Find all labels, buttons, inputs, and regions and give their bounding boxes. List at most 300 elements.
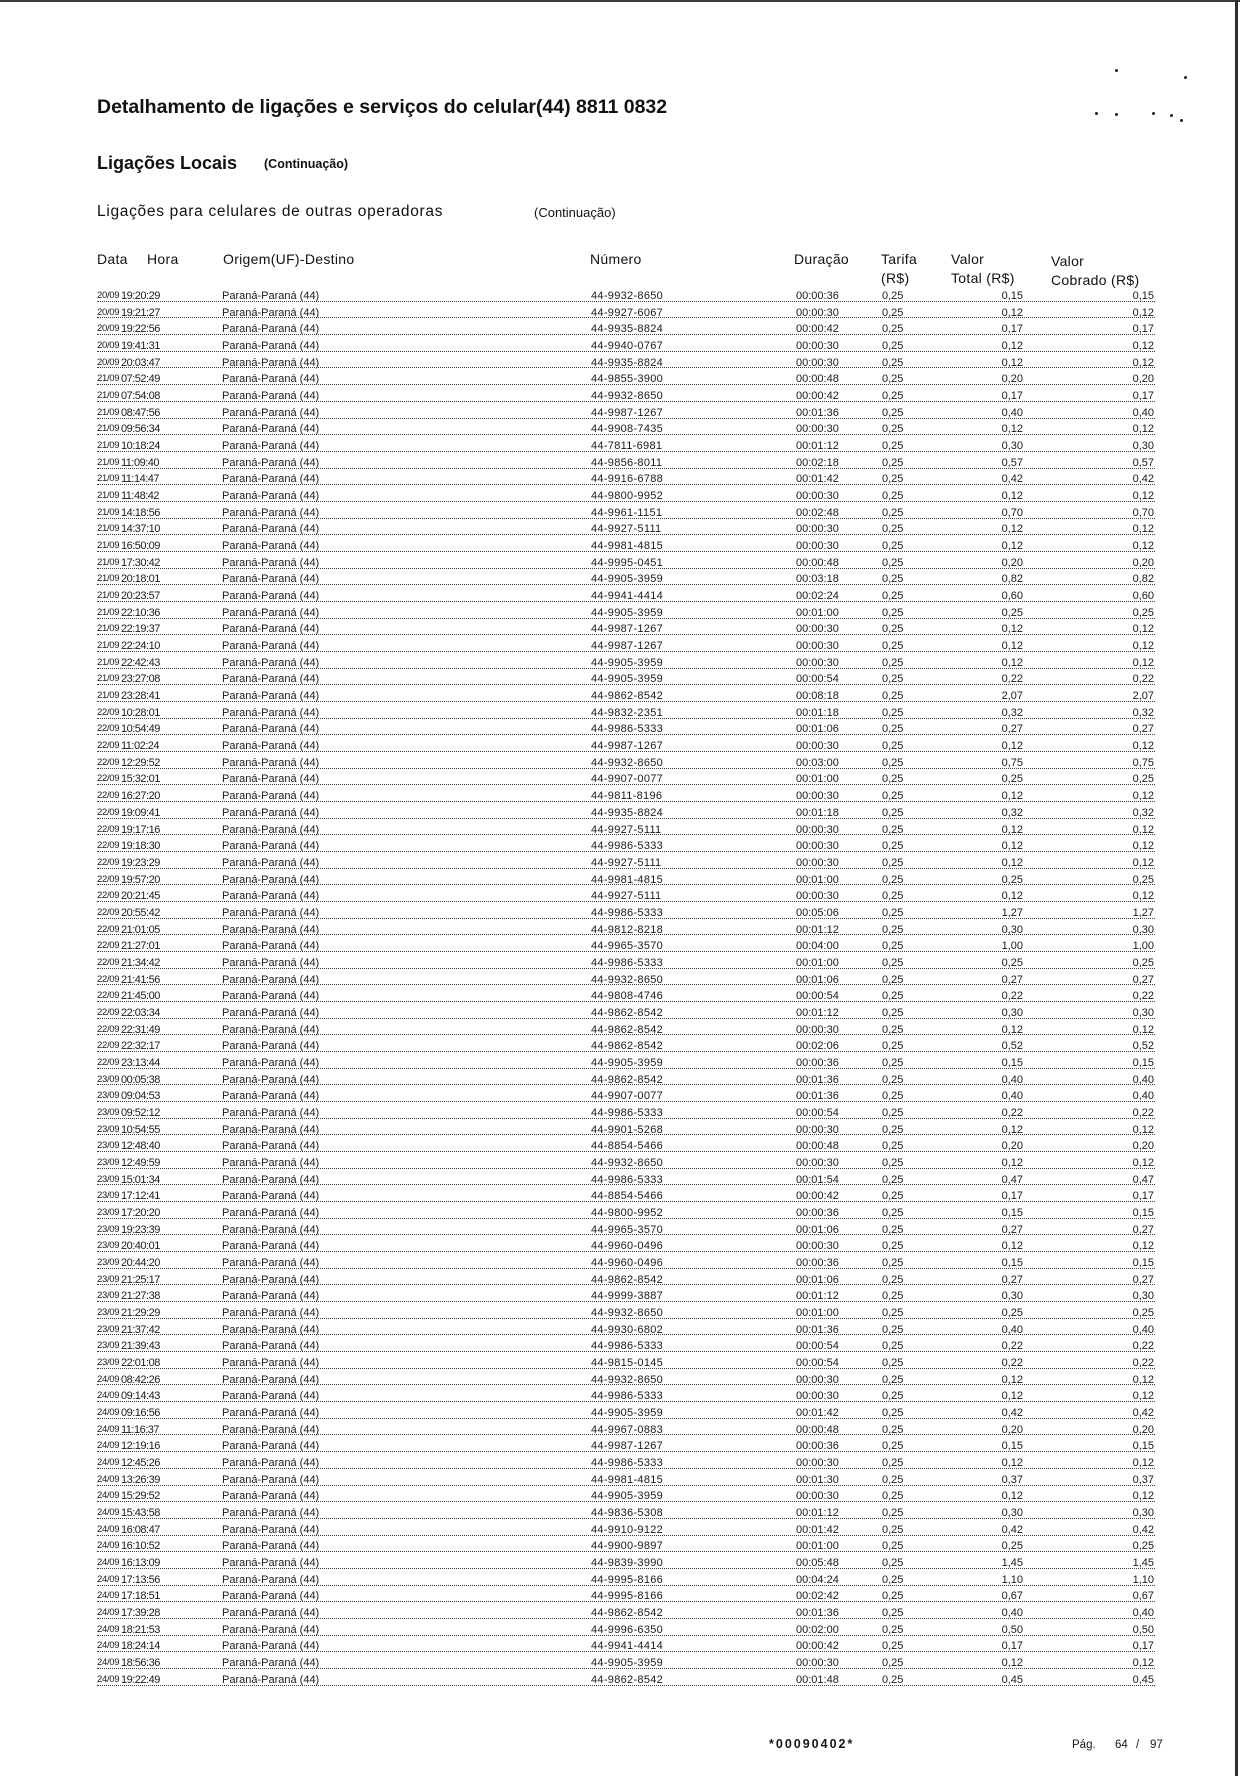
cell-data: 24/09	[97, 1673, 120, 1685]
cell-numero: 44-8854-5466	[591, 1190, 664, 1203]
cell-valor-total: 0,27	[1001, 723, 1023, 736]
cell-valor-cobrado: 0,27	[1132, 1273, 1154, 1286]
table-row	[97, 1005, 1155, 1022]
cell-valor-cobrado: 0,12	[1132, 656, 1154, 669]
cell-valor-total: 0,47	[1001, 1173, 1023, 1186]
cell-valor-cobrado: 0,60	[1132, 590, 1154, 603]
cell-origem-destino: Paraná-Paraná (44)	[222, 906, 320, 919]
cell-duracao: 00:00:54	[796, 1106, 839, 1119]
page-label: Pág.	[1072, 1739, 1096, 1751]
cell-data: 23/09	[97, 1240, 120, 1252]
column-header-line1: Valor	[951, 251, 985, 267]
cell-hora: 19:23:39	[121, 1223, 160, 1236]
cell-numero: 44-9981-4815	[591, 540, 664, 553]
cell-valor-cobrado: 0,12	[1132, 623, 1154, 636]
cell-tarifa: 0,25	[882, 973, 904, 986]
cell-data: 24/09	[97, 1557, 120, 1569]
cell-numero: 44-9932-8650	[591, 1306, 664, 1319]
cell-numero: 44-9986-5333	[591, 840, 664, 853]
cell-hora: 20:55:42	[121, 906, 160, 919]
cell-duracao: 00:01:00	[796, 1306, 839, 1319]
cell-hora: 13:26:39	[121, 1473, 160, 1486]
cell-valor-cobrado: 0,12	[1132, 356, 1154, 369]
cell-valor-cobrado: 0,22	[1132, 990, 1154, 1003]
cell-valor-cobrado: 0,12	[1132, 490, 1154, 503]
cell-origem-destino: Paraná-Paraná (44)	[222, 990, 320, 1003]
cell-duracao: 00:00:48	[796, 1423, 839, 1436]
cell-origem-destino: Paraná-Paraná (44)	[222, 1140, 320, 1153]
cell-origem-destino: Paraná-Paraná (44)	[222, 890, 320, 903]
table-row	[97, 1122, 1155, 1139]
cell-valor-total: 0,30	[1001, 440, 1023, 453]
cell-origem-destino: Paraná-Paraná (44)	[222, 1623, 320, 1636]
cell-tarifa: 0,25	[882, 806, 904, 819]
cell-valor-cobrado: 0,12	[1132, 423, 1154, 436]
cell-valor-cobrado: 0,12	[1132, 856, 1154, 869]
cell-numero: 44-9965-3570	[591, 1223, 664, 1236]
cell-data: 24/09	[97, 1440, 120, 1452]
cell-valor-total: 0,12	[1001, 1390, 1023, 1403]
column-header-valor-cobrado	[1051, 252, 1139, 290]
cell-valor-total: 0,12	[1001, 823, 1023, 836]
cell-numero: 44-9987-1267	[591, 740, 664, 753]
cell-numero: 44-9935-8824	[591, 356, 664, 369]
cell-origem-destino: Paraná-Paraná (44)	[222, 640, 320, 653]
cell-duracao: 00:00:42	[796, 1190, 839, 1203]
cell-duracao: 00:02:42	[796, 1590, 839, 1603]
table-row	[97, 888, 1155, 905]
cell-data: 21/09	[97, 590, 120, 602]
cell-tarifa: 0,25	[882, 1507, 904, 1520]
cell-valor-total: 0,12	[1001, 656, 1023, 669]
cell-tarifa: 0,25	[882, 1323, 904, 1336]
cell-hora: 19:18:30	[121, 840, 160, 853]
table-row	[97, 1472, 1155, 1489]
cell-valor-total: 0,12	[1001, 840, 1023, 853]
table-row	[97, 355, 1155, 372]
cell-hora: 22:42:43	[121, 656, 160, 669]
cell-hora: 09:14:43	[121, 1390, 160, 1403]
cell-data: 22/09	[97, 906, 120, 918]
cell-duracao: 00:00:30	[796, 640, 839, 653]
cell-valor-total: 0,25	[1001, 773, 1023, 786]
cell-tarifa: 0,25	[882, 306, 904, 319]
cell-numero: 44-9862-8542	[591, 1040, 664, 1053]
cell-numero: 44-9862-8542	[591, 1073, 664, 1086]
cell-numero: 44-9932-8650	[591, 973, 664, 986]
cell-hora: 19:41:31	[121, 340, 160, 353]
cell-origem-destino: Paraná-Paraná (44)	[222, 473, 320, 486]
cell-valor-cobrado: 0,27	[1132, 973, 1154, 986]
cell-numero: 44-9916-6788	[591, 473, 664, 486]
cell-valor-total: 0,52	[1001, 1040, 1023, 1053]
cell-numero: 44-9832-2351	[591, 706, 664, 719]
cell-data: 21/09	[97, 573, 120, 585]
cell-hora: 21:01:05	[121, 923, 160, 936]
cell-origem-destino: Paraná-Paraná (44)	[222, 1273, 320, 1286]
cell-tarifa: 0,25	[882, 673, 904, 686]
cell-tarifa: 0,25	[882, 1457, 904, 1470]
table-row	[97, 1222, 1155, 1239]
cell-valor-total: 0,45	[1001, 1673, 1023, 1686]
cell-valor-cobrado: 0,12	[1132, 306, 1154, 319]
table-row	[97, 1622, 1155, 1639]
table-row	[97, 1055, 1155, 1072]
cell-hora: 17:20:20	[121, 1206, 160, 1219]
cell-numero: 44-9811-8196	[591, 790, 663, 803]
cell-origem-destino: Paraná-Paraná (44)	[222, 756, 320, 769]
cell-data: 22/09	[97, 1040, 120, 1052]
cell-valor-total: 0,17	[1001, 323, 1023, 336]
cell-numero: 44-9932-8650	[591, 390, 664, 403]
table-row	[97, 905, 1155, 922]
cell-valor-cobrado: 0,70	[1132, 506, 1154, 519]
cell-duracao: 00:00:30	[796, 740, 839, 753]
cell-origem-destino: Paraná-Paraná (44)	[222, 1306, 320, 1319]
cell-hora: 19:09:41	[121, 806, 160, 819]
cell-valor-cobrado: 0,22	[1132, 1357, 1154, 1369]
cell-origem-destino: Paraná-Paraná (44)	[222, 1206, 320, 1219]
cell-data: 22/09	[97, 806, 120, 818]
cell-tarifa: 0,25	[882, 923, 904, 936]
cell-duracao: 00:05:48	[796, 1557, 839, 1570]
cell-valor-total: 0,22	[1001, 1106, 1023, 1119]
cell-tarifa: 0,25	[882, 690, 904, 703]
cell-hora: 21:27:01	[121, 940, 160, 953]
table-row	[97, 371, 1155, 388]
cell-hora: 10:54:55	[121, 1123, 160, 1136]
cell-hora: 15:32:01	[121, 773, 160, 786]
table-row	[97, 1388, 1155, 1405]
cell-duracao: 00:01:12	[796, 923, 839, 936]
cell-valor-cobrado: 1,10	[1132, 1573, 1154, 1586]
table-row	[97, 1405, 1155, 1422]
cell-valor-cobrado: 1,00	[1132, 940, 1154, 953]
cell-data: 22/09	[97, 990, 120, 1002]
cell-hora: 22:19:37	[121, 623, 160, 636]
cell-numero: 44-9986-5333	[591, 906, 664, 919]
cell-origem-destino: Paraná-Paraná (44)	[222, 956, 320, 969]
cell-origem-destino: Paraná-Paraná (44)	[222, 606, 320, 619]
cell-duracao: 00:00:36	[796, 1206, 839, 1219]
cell-data: 24/09	[97, 1590, 120, 1602]
table-row	[97, 488, 1155, 505]
table-row	[97, 1438, 1155, 1455]
page-current: 64	[1115, 1739, 1128, 1751]
cell-origem-destino: Paraná-Paraná (44)	[222, 873, 320, 886]
cell-tarifa: 0,25	[882, 1473, 904, 1486]
cell-duracao: 00:00:36	[796, 1056, 839, 1069]
cell-data: 21/09	[97, 606, 120, 618]
cell-tarifa: 0,25	[882, 1673, 904, 1686]
cell-origem-destino: Paraná-Paraná (44)	[222, 1457, 320, 1470]
cell-numero: 44-9905-3959	[591, 573, 664, 586]
cell-valor-total: 0,15	[1001, 1256, 1023, 1269]
cell-tarifa: 0,25	[882, 1240, 904, 1253]
cell-duracao: 00:01:00	[796, 773, 839, 786]
cell-data: 24/09	[97, 1457, 120, 1469]
cell-tarifa: 0,25	[882, 1390, 904, 1403]
page-separator: /	[1136, 1739, 1140, 1751]
cell-hora: 12:49:59	[121, 1156, 160, 1169]
cell-valor-cobrado: 0,37	[1132, 1473, 1154, 1486]
cell-origem-destino: Paraná-Paraná (44)	[222, 1006, 320, 1019]
cell-duracao: 00:00:54	[796, 1357, 839, 1369]
cell-tarifa: 0,25	[882, 740, 904, 753]
table-row	[97, 805, 1155, 822]
cell-valor-cobrado: 1,27	[1132, 906, 1154, 919]
cell-hora: 19:17:16	[121, 823, 160, 836]
cell-hora: 19:21:27	[121, 306, 160, 319]
cell-tarifa: 0,25	[882, 1306, 904, 1319]
cell-hora: 21:27:38	[121, 1290, 160, 1303]
cell-numero: 44-7811-6981	[591, 440, 663, 453]
cell-valor-total: 0,12	[1001, 340, 1023, 353]
cell-valor-total: 0,30	[1001, 1006, 1023, 1019]
cell-duracao: 00:04:24	[796, 1573, 839, 1586]
cell-numero: 44-9940-0767	[591, 340, 664, 353]
cell-duracao: 00:00:42	[796, 390, 839, 403]
section-continuation-note: (Continuação)	[264, 157, 349, 171]
cell-valor-total: 0,20	[1001, 556, 1023, 569]
cell-data: 23/09	[97, 1156, 120, 1168]
cell-valor-cobrado: 0,47	[1132, 1173, 1154, 1186]
table-row	[97, 438, 1155, 455]
cell-hora: 15:01:34	[121, 1173, 160, 1186]
column-header-origem-destino	[223, 250, 354, 269]
cell-origem-destino: Paraná-Paraná (44)	[222, 1290, 320, 1303]
cell-numero: 44-9967-0883	[591, 1423, 664, 1436]
cell-hora: 23:27:08	[121, 673, 160, 686]
cell-data: 24/09	[97, 1523, 120, 1535]
table-row	[97, 605, 1155, 622]
cell-numero: 44-9900-9897	[591, 1540, 664, 1553]
cell-data: 23/09	[97, 1123, 120, 1135]
cell-data: 23/09	[97, 1173, 120, 1185]
cell-data: 21/09	[97, 490, 120, 502]
cell-numero: 44-9986-5333	[591, 956, 664, 969]
cell-data: 20/09	[97, 340, 120, 352]
cell-valor-total: 0,32	[1001, 706, 1023, 719]
cell-origem-destino: Paraná-Paraná (44)	[222, 390, 320, 403]
cell-tarifa: 0,25	[882, 906, 904, 919]
table-row	[97, 1505, 1155, 1522]
column-header-tarifa	[881, 250, 917, 288]
cell-duracao: 00:00:48	[796, 1140, 839, 1153]
cell-tarifa: 0,25	[882, 1573, 904, 1586]
cell-data: 20/09	[97, 306, 120, 318]
cell-valor-total: 0,12	[1001, 356, 1023, 369]
cell-tarifa: 0,25	[882, 823, 904, 836]
cell-origem-destino: Paraná-Paraná (44)	[222, 490, 320, 503]
cell-valor-cobrado: 0,25	[1132, 873, 1154, 886]
table-row	[97, 1522, 1155, 1539]
cell-valor-total: 1,00	[1001, 940, 1023, 953]
cell-valor-cobrado: 0,75	[1132, 756, 1154, 769]
cell-valor-cobrado: 0,50	[1132, 1623, 1154, 1636]
cell-valor-total: 0,12	[1001, 623, 1023, 636]
table-row	[97, 1605, 1155, 1622]
cell-duracao: 00:00:48	[796, 556, 839, 569]
cell-origem-destino: Paraná-Paraná (44)	[222, 1023, 320, 1036]
cell-hora: 19:22:56	[121, 323, 160, 336]
cell-tarifa: 0,25	[882, 423, 904, 436]
cell-duracao: 00:00:30	[796, 423, 839, 436]
cell-origem-destino: Paraná-Paraná (44)	[222, 1373, 320, 1386]
cell-valor-cobrado: 0,40	[1132, 1073, 1154, 1086]
cell-data: 23/09	[97, 1357, 120, 1368]
cell-duracao: 00:00:48	[796, 373, 839, 386]
cell-duracao: 00:01:06	[796, 1273, 839, 1286]
cell-origem-destino: Paraná-Paraná (44)	[222, 1323, 320, 1336]
cell-hora: 20:18:01	[121, 573, 160, 586]
cell-duracao: 00:00:30	[796, 1156, 839, 1169]
cell-numero: 44-9808-4746	[591, 990, 664, 1003]
table-row	[97, 1155, 1155, 1172]
cell-valor-cobrado: 0,17	[1132, 323, 1154, 336]
cell-origem-destino: Paraná-Paraná (44)	[222, 1407, 320, 1420]
cell-tarifa: 0,25	[882, 1223, 904, 1236]
cell-valor-total: 0,40	[1001, 1607, 1023, 1620]
cell-hora: 21:39:43	[121, 1340, 160, 1353]
cell-valor-cobrado: 0,12	[1132, 1123, 1154, 1136]
cell-valor-cobrado: 2,07	[1132, 690, 1154, 703]
table-row	[97, 721, 1155, 738]
cell-hora: 18:24:14	[121, 1640, 160, 1653]
cell-tarifa: 0,25	[882, 1173, 904, 1186]
cell-data: 22/09	[97, 940, 120, 952]
column-header-numero	[590, 250, 642, 269]
table-row	[97, 388, 1155, 405]
cell-hora: 22:10:36	[121, 606, 160, 619]
cell-valor-cobrado: 0,12	[1132, 1390, 1154, 1403]
cell-hora: 19:57:20	[121, 873, 160, 886]
cell-origem-destino: Paraná-Paraná (44)	[222, 590, 320, 603]
cell-origem-destino: Paraná-Paraná (44)	[222, 1673, 320, 1686]
cell-data: 24/09	[97, 1540, 120, 1552]
cell-data: 24/09	[97, 1490, 120, 1502]
cell-tarifa: 0,25	[882, 940, 904, 953]
table-row	[97, 1355, 1155, 1372]
cell-hora: 16:08:47	[121, 1523, 160, 1536]
cell-tarifa: 0,25	[882, 1156, 904, 1169]
cell-valor-cobrado: 0,12	[1132, 1023, 1154, 1036]
cell-data: 22/09	[97, 706, 120, 718]
cell-data: 21/09	[97, 523, 120, 535]
scan-edge-top	[0, 0, 1240, 2]
cell-data: 21/09	[97, 690, 120, 702]
cell-hora: 11:02:24	[121, 740, 160, 753]
cell-valor-cobrado: 0,32	[1132, 706, 1154, 719]
cell-data: 22/09	[97, 823, 120, 835]
cell-valor-cobrado: 0,12	[1132, 790, 1154, 803]
cell-duracao: 00:00:54	[796, 990, 839, 1003]
cell-hora: 11:16:37	[121, 1423, 160, 1436]
cell-valor-total: 0,82	[1001, 573, 1023, 586]
cell-hora: 17:18:51	[121, 1590, 160, 1603]
cell-tarifa: 0,25	[882, 1273, 904, 1286]
table-row	[97, 1672, 1155, 1689]
table-row	[97, 571, 1155, 588]
cell-data: 22/09	[97, 773, 120, 785]
cell-numero: 44-9907-0077	[591, 773, 664, 786]
cell-duracao: 00:00:30	[796, 1490, 839, 1503]
cell-data: 23/09	[97, 1306, 120, 1318]
table-row	[97, 838, 1155, 855]
table-row	[97, 1072, 1155, 1089]
cell-hora: 16:50:09	[121, 540, 160, 553]
cell-origem-destino: Paraná-Paraná (44)	[222, 923, 320, 936]
table-row	[97, 1572, 1155, 1589]
cell-data: 24/09	[97, 1407, 120, 1419]
cell-hora: 21:34:42	[121, 956, 160, 969]
cell-tarifa: 0,25	[882, 1623, 904, 1636]
cell-origem-destino: Paraná-Paraná (44)	[222, 1106, 320, 1119]
cell-data: 21/09	[97, 623, 120, 635]
cell-numero: 44-8854-5466	[591, 1140, 664, 1153]
cell-valor-cobrado: 0,17	[1132, 1190, 1154, 1203]
cell-valor-cobrado: 0,12	[1132, 523, 1154, 536]
cell-numero: 44-9927-6067	[591, 306, 664, 319]
cell-valor-cobrado: 0,30	[1132, 440, 1154, 453]
page-title: Detalhamento de ligações e serviços do celular(44) 8811 0832	[97, 96, 668, 118]
table-row	[97, 288, 1155, 305]
cell-origem-destino: Paraná-Paraná (44)	[222, 556, 320, 569]
cell-origem-destino: Paraná-Paraná (44)	[222, 673, 320, 686]
cell-valor-total: 0,12	[1001, 856, 1023, 869]
cell-valor-cobrado: 0,22	[1132, 673, 1154, 686]
table-row	[97, 1255, 1155, 1272]
cell-duracao: 00:01:36	[796, 1090, 839, 1103]
cell-tarifa: 0,25	[882, 1640, 904, 1653]
cell-hora: 09:56:34	[121, 423, 160, 436]
cell-numero: 44-9986-5333	[591, 723, 664, 736]
column-header-line1: Tarifa	[881, 251, 918, 267]
table-row	[97, 638, 1155, 655]
cell-valor-cobrado: 0,25	[1132, 956, 1154, 969]
cell-valor-total: 0,60	[1001, 590, 1023, 603]
cell-valor-total: 0,40	[1001, 1090, 1023, 1103]
cell-origem-destino: Paraná-Paraná (44)	[222, 1607, 320, 1620]
cell-numero: 44-9800-9952	[591, 490, 664, 503]
cell-hora: 08:42:26	[121, 1373, 160, 1386]
cell-origem-destino: Paraná-Paraná (44)	[222, 656, 320, 669]
cell-origem-destino: Paraná-Paraná (44)	[222, 406, 320, 419]
scan-edge-right	[1235, 0, 1238, 1776]
cell-valor-cobrado: 0,12	[1132, 840, 1154, 853]
cell-valor-cobrado: 0,40	[1132, 1607, 1154, 1620]
cell-valor-cobrado: 0,20	[1132, 556, 1154, 569]
cell-origem-destino: Paraná-Paraná (44)	[222, 540, 320, 553]
cell-valor-cobrado: 0,30	[1132, 1006, 1154, 1019]
cell-duracao: 00:00:30	[796, 306, 839, 319]
cell-hora: 10:18:24	[121, 440, 160, 453]
column-header-label: Número	[590, 251, 642, 267]
table-row	[97, 505, 1155, 522]
cell-data: 20/09	[97, 290, 120, 301]
cell-valor-cobrado: 0,57	[1132, 456, 1154, 469]
cell-numero: 44-9932-8650	[591, 1373, 664, 1386]
column-header-duracao	[794, 250, 849, 269]
cell-valor-total: 0,12	[1001, 423, 1023, 436]
cell-numero: 44-9905-3959	[591, 1657, 664, 1670]
table-row	[97, 688, 1155, 705]
cell-origem-destino: Paraná-Paraná (44)	[222, 1473, 320, 1486]
table-row	[97, 972, 1155, 989]
column-header-line1: Valor	[1051, 253, 1085, 269]
cell-duracao: 00:01:54	[796, 1173, 839, 1186]
table-row	[97, 621, 1155, 638]
